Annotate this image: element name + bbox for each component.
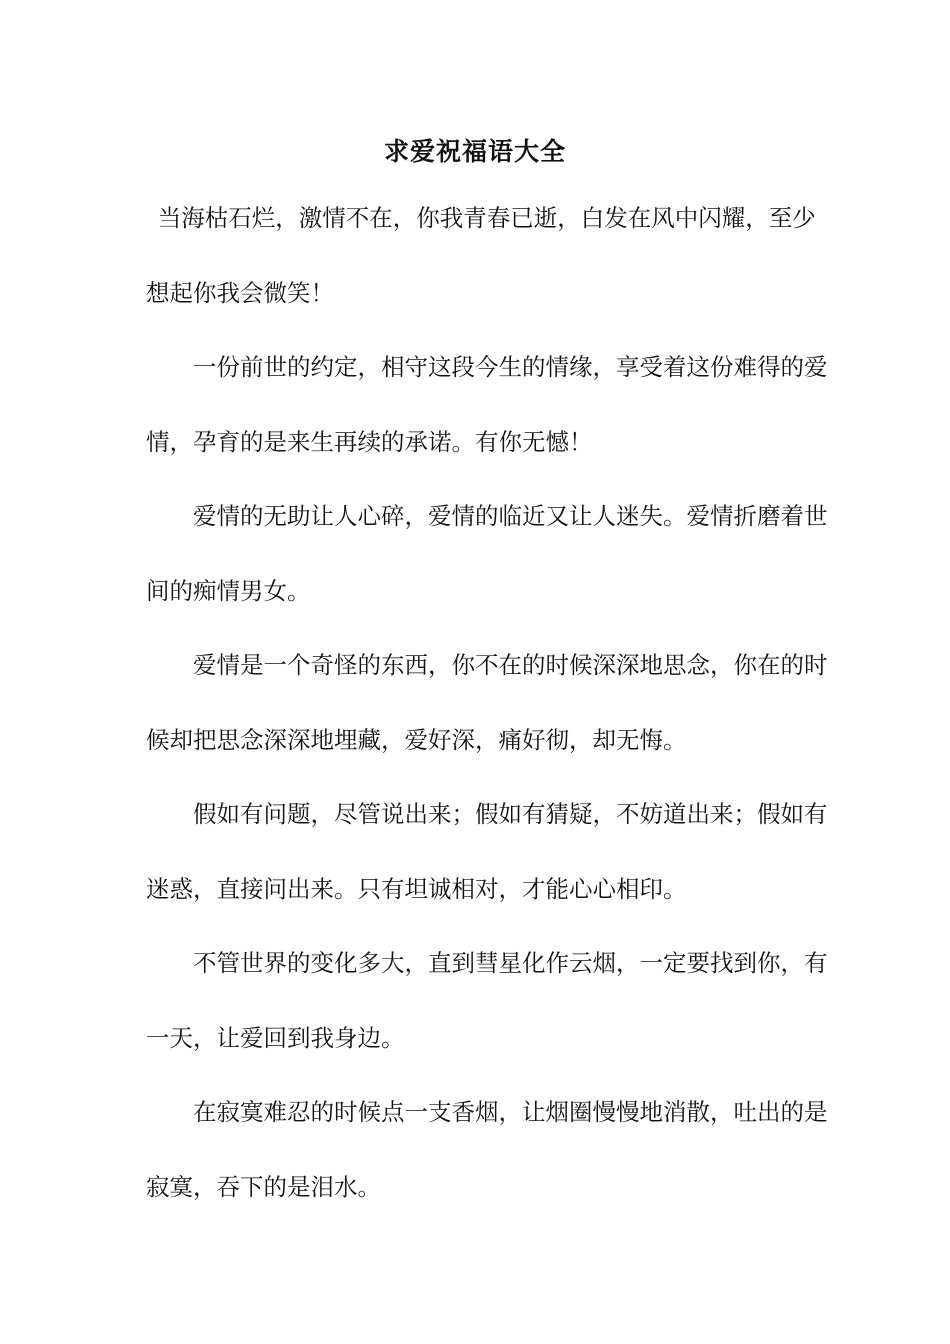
paragraph: 爱情的无助让人心碎，爱情的临近又让人迷失。爱情折磨着世间的痴情男女。 — [146, 502, 828, 605]
paragraph: 在寂寞难忍的时候点一支香烟，让烟圈慢慢地消散，吐出的是寂寞，吞下的是泪水。 — [146, 1098, 828, 1201]
paragraph: 爱情是一个奇怪的东西，你不在的时候深深地思念，你在的时候却把思念深深地埋藏，爱好深，痛好彻，却无悔。 — [146, 651, 828, 754]
document-body — [146, 181, 832, 1224]
paragraph: 当海枯石烂，激情不在，你我青春已逝，白发在风中闪耀，至少想起你我会微笑！ — [146, 204, 816, 307]
paragraph: 假如有问题，尽管说出来；假如有猜疑，不妨道出来；假如有迷惑，直接问出来。只有坦诚相对，才能心心相印。 — [146, 800, 828, 903]
document-title: 求爱祝福语大全 — [383, 137, 566, 166]
paragraph: 不管世界的变化多大，直到彗星化作云烟，一定要找到你，有一天，让爱回到我身边。 — [146, 949, 828, 1052]
paragraph: 一份前世的约定，相守这段今生的情缘，享受着这份难得的爱情，孕育的是来生再续的承诺。有你无憾！ — [146, 353, 828, 456]
